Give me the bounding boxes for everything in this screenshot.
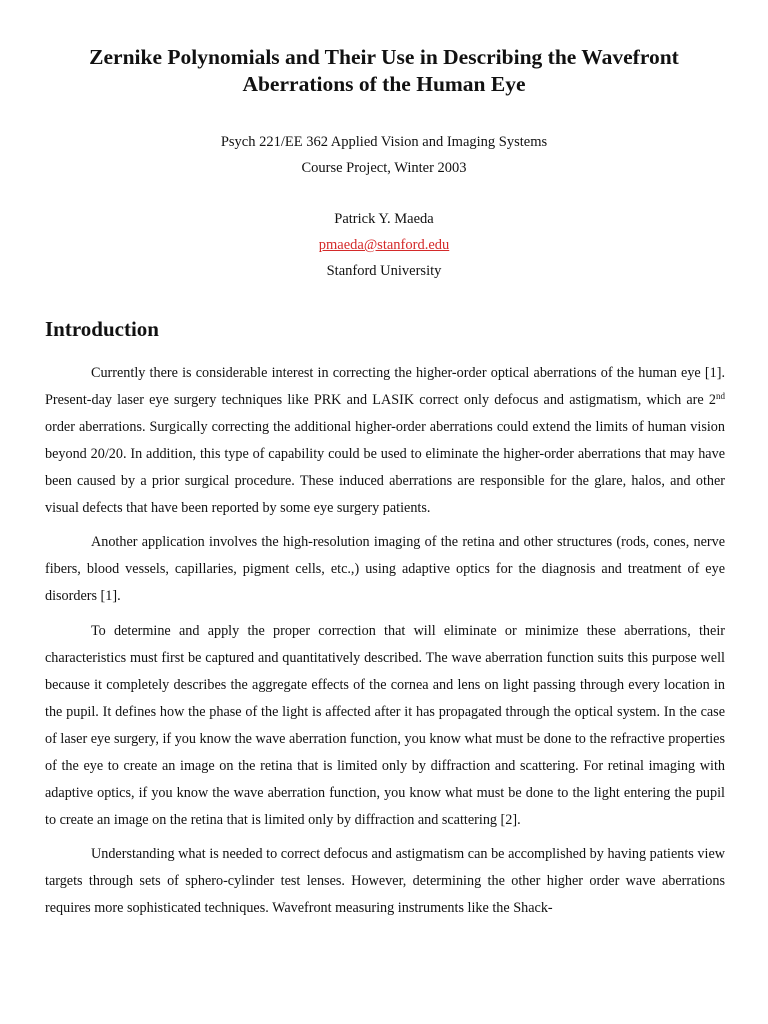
author-email-link[interactable]: pmaeda@stanford.edu xyxy=(318,237,450,253)
section-heading-introduction: Introduction xyxy=(45,317,159,341)
author-email-line xyxy=(0,236,768,254)
introduction-body xyxy=(45,360,725,930)
ordinal-superscript: nd xyxy=(716,390,725,401)
course-line: Psych 221/EE 362 Applied Vision and Imaging Systems xyxy=(220,134,548,150)
author-name: Patrick Y. Maeda xyxy=(334,211,434,227)
paragraph-1 xyxy=(45,360,725,521)
author-affiliation: Stanford University xyxy=(326,263,442,279)
paragraph-2: Another application involves the high-resolution imaging of the retina and other structures (rods, cones, nerve fibers, blood vessels, capillaries, pigment cells, etc.,) using adaptive optics for the diagnosis and treatment of eye disorders [1]. xyxy=(45,534,725,605)
paragraph-3: To determine and apply the proper correction that will eliminate or minimize these aberrations, their characteristics must first be captured and quantitatively described. The wave aberration function suits this purpose well because it completely describes the aggregate effects of the cornea and lens on light passing through every location in the pupil. It defines how the phase of the light is affected after it has propagated through the optical system. In the case of laser eye surgery, if you know the wave aberration function, you know what must be done to the refractive properties of the eye to create an image on the retina that is limited only by diffraction and scattering. For retinal imaging with adaptive optics, if you know the wave aberration function, you know what must be done to the light entering the pupil to create an image on the retina that is limited only by diffraction and scattering [2]. xyxy=(45,623,725,828)
paragraph-1-part-b: order aberrations. Surgically correcting the additional higher-order aberrations could extend the limits of human vision beyond 20/20. In addition, this type of capability could be used to eliminate the higher-order aberrations that may have been caused by a prior surgical procedure. These induced aberrations are responsible for the glare, halos, and other visual defects that have been reported by some eye surgery patients. xyxy=(45,418,725,516)
paragraph-1-part-a: Currently there is considerable interest in correcting the higher-order optical aberrations of the human eye [1]. Present-day laser eye surgery techniques like PRK and LASIK correct only defocus and astigmatism, which are 2 xyxy=(45,365,725,408)
paragraph-4: Understanding what is needed to correct defocus and astigmatism can be accomplished by having patients view targets through sets of sphero-cylinder test lenses. However, determining the other higher order wave aberrations requires more sophisticated techniques. Wavefront measuring instruments like the Shack- xyxy=(45,846,725,917)
project-line: Course Project, Winter 2003 xyxy=(301,160,467,176)
paper-title: Zernike Polynomials and Their Use in Describing the Wavefront Aberrations of the Human Eye xyxy=(89,45,679,96)
